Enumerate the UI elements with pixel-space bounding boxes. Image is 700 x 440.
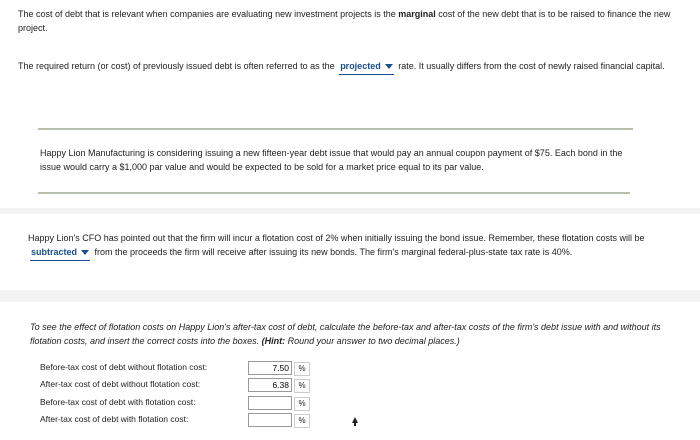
flotation-treatment-selected: subtracted (31, 246, 78, 257)
hint-text: Round your answer to two decimal places.) (287, 335, 460, 346)
answer-input[interactable] (248, 361, 292, 375)
answer-label: Before-tax cost of debt without flotation cost: (40, 362, 208, 372)
flotation-text-start: Happy Lion's CFO has pointed out that the firm will incur a flotation cost of 2% when initially issuing the bond issue. Remember, these flotation costs will be (28, 233, 645, 243)
section-separator (0, 208, 700, 214)
flotation-paragraph (28, 232, 673, 261)
answer-input[interactable] (248, 396, 292, 410)
chevron-down-icon (81, 250, 89, 255)
bond-issue-paragraph (40, 147, 630, 175)
answer-label: After-tax cost of debt with flotation cost: (40, 414, 189, 424)
answer-label: After-tax cost of debt without flotation cost: (40, 379, 201, 389)
mouse-cursor-icon (352, 417, 358, 423)
required-return-paragraph (18, 60, 678, 75)
flotation-text-end: from the proceeds the firm will receive after issuing its new bonds. The firm's marginal federal-plus-state tax rate is 40%. (94, 246, 573, 257)
rate-type-selected: projected (340, 61, 381, 71)
percent-unit: % (294, 362, 310, 376)
answer-row-after-tax-no-flotation (40, 378, 320, 394)
answer-input[interactable] (248, 413, 292, 427)
answer-label: Before-tax cost of debt with flotation cost: (40, 397, 196, 407)
instructions-text: To see the effect of flotation costs on Happy Lion's after-tax cost of debt, calculate the before-tax and after-tax costs of the firm's debt issue with and without its flotation costs, and insert the correct costs into the boxes. (30, 322, 661, 346)
instructions-paragraph (30, 321, 670, 349)
answer-row-before-tax-no-flotation (40, 361, 320, 377)
section-separator (0, 290, 700, 302)
divider-top (38, 128, 633, 130)
answer-input[interactable] (248, 378, 292, 392)
required-return-text-start: The required return (or cost) of previously issued debt is often referred to as the (18, 61, 335, 71)
rate-type-dropdown[interactable] (339, 60, 394, 75)
answer-row-after-tax-with-flotation (40, 413, 320, 429)
answer-row-before-tax-with-flotation (40, 396, 320, 412)
percent-unit: % (294, 379, 310, 393)
percent-unit: % (294, 414, 310, 428)
intro-text-start: The cost of debt that is relevant when companies are evaluating new investment projects is the (18, 9, 396, 19)
divider-bottom (38, 192, 630, 194)
intro-bold-term: marginal (398, 9, 436, 19)
percent-unit: % (294, 397, 310, 411)
hint-label: (Hint: (261, 335, 286, 346)
required-return-text-end: rate. It usually differs from the cost of newly raised financial capital. (398, 61, 665, 71)
chevron-down-icon (385, 64, 393, 69)
intro-paragraph (18, 8, 683, 36)
bond-issue-text: Happy Lion Manufacturing is considering issuing a new fifteen-year debt issue that would pay an annual coupon payment of $75. Each bond in the issue would carry a $1,000 par value and would be expected to be sold for a market price equal to its par value. (40, 148, 623, 172)
intro-text-end: cost of the new debt that is to be raised to finance the new project. (18, 9, 671, 33)
flotation-treatment-dropdown[interactable] (30, 246, 90, 261)
